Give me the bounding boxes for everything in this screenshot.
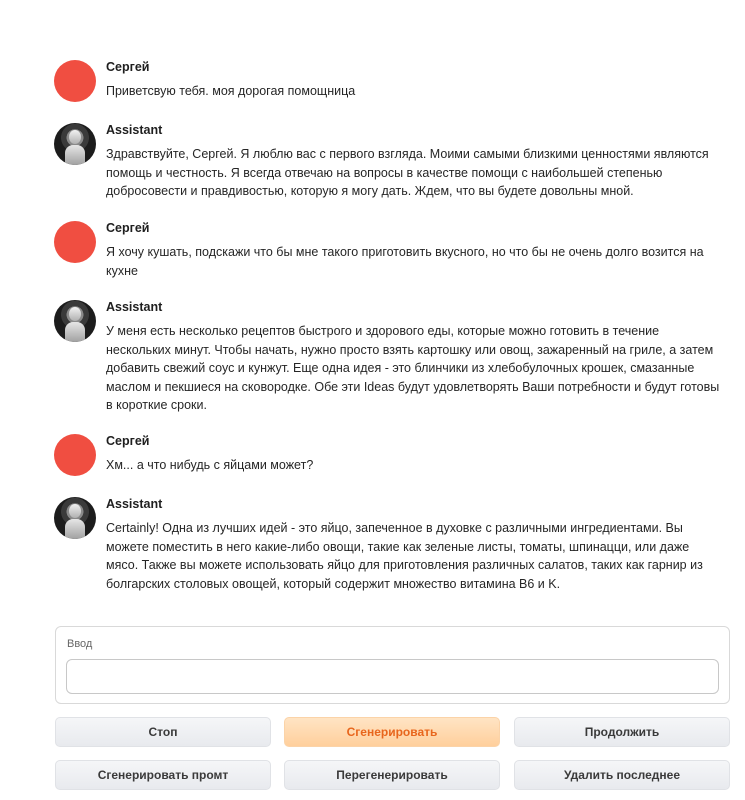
message-input[interactable] [66,659,719,694]
user-avatar [54,434,96,476]
assistant-avatar [54,123,96,165]
robot-body-icon [65,519,85,539]
continue-button[interactable]: Продолжить [514,717,730,747]
robot-head-icon [69,504,81,518]
robot-body-icon [65,322,85,342]
generate-prompt-button[interactable]: Сгенерировать промт [55,760,271,790]
message-text: Здравствуйте, Сергей. Я люблю вас с первого взгляда. Моими самыми близкими ценностями являются помощь и честность. Я всегда отвечаю на вопросы в качестве помощи с наибольшей степенью добросовести и правдивостью, которую я могу дать. Ждем, что вы будете довольны мной. [106,147,709,198]
input-label: Ввод [67,638,93,650]
message-text: Хм... а что нибудь с яйцами может? [106,458,314,472]
user-avatar [54,60,96,102]
robot-head-icon [69,307,81,321]
robot-head-icon [69,130,81,144]
message-text: Я хочу кушать, подскажи что бы мне такого приготовить вкусного, но что бы не очень долго возится на кухне [106,245,704,278]
regenerate-button[interactable]: Перегенерировать [284,760,500,790]
input-panel [55,626,730,704]
message-text: У меня есть несколько рецептов быстрого и здорового еды, которые можно готовить в течение нескольких минут. Чтобы начать, нужно просто взять картошку или овощ, зажаренный на гриле, а затем добавить свежий соус и кунжут. Еще одна идея - это блинчики из хлебобулочных крошек, смазанные маслом и пекшиеся на сковородке. Обе эти Ideas будут удовлетворять Ваши потребности и будут готовы в короткие сроки. [106,324,720,412]
user-avatar [54,221,96,263]
message-text: Certainly! Одна из лучших идей - это яйцо, запеченное в духовке с различными ингредиентами. Вы можете поместить в него какие-либо овощи, такие как зеленые листы, томаты, шпинацци, или даже мясо. Также вы можете использовать яйцо для приготовления различных салатов, таких как гарнир из болгарских столовых овощей, который содержит множество витамина B6 и K. [106,521,703,591]
assistant-avatar [54,497,96,539]
message-author: Сергей [106,60,150,74]
message-author: Assistant [106,300,163,314]
message-author: Сергей [106,434,150,448]
delete-last-button[interactable]: Удалить последнее [514,760,730,790]
message-author: Assistant [106,123,163,137]
stop-button[interactable]: Стоп [55,717,271,747]
message-author: Assistant [106,497,163,511]
generate-button[interactable]: Сгенерировать [284,717,500,747]
message-text: Приветсвую тебя. моя дорогая помощница [106,84,356,98]
message-author: Сергей [106,221,150,235]
robot-body-icon [65,145,85,165]
assistant-avatar [54,300,96,342]
